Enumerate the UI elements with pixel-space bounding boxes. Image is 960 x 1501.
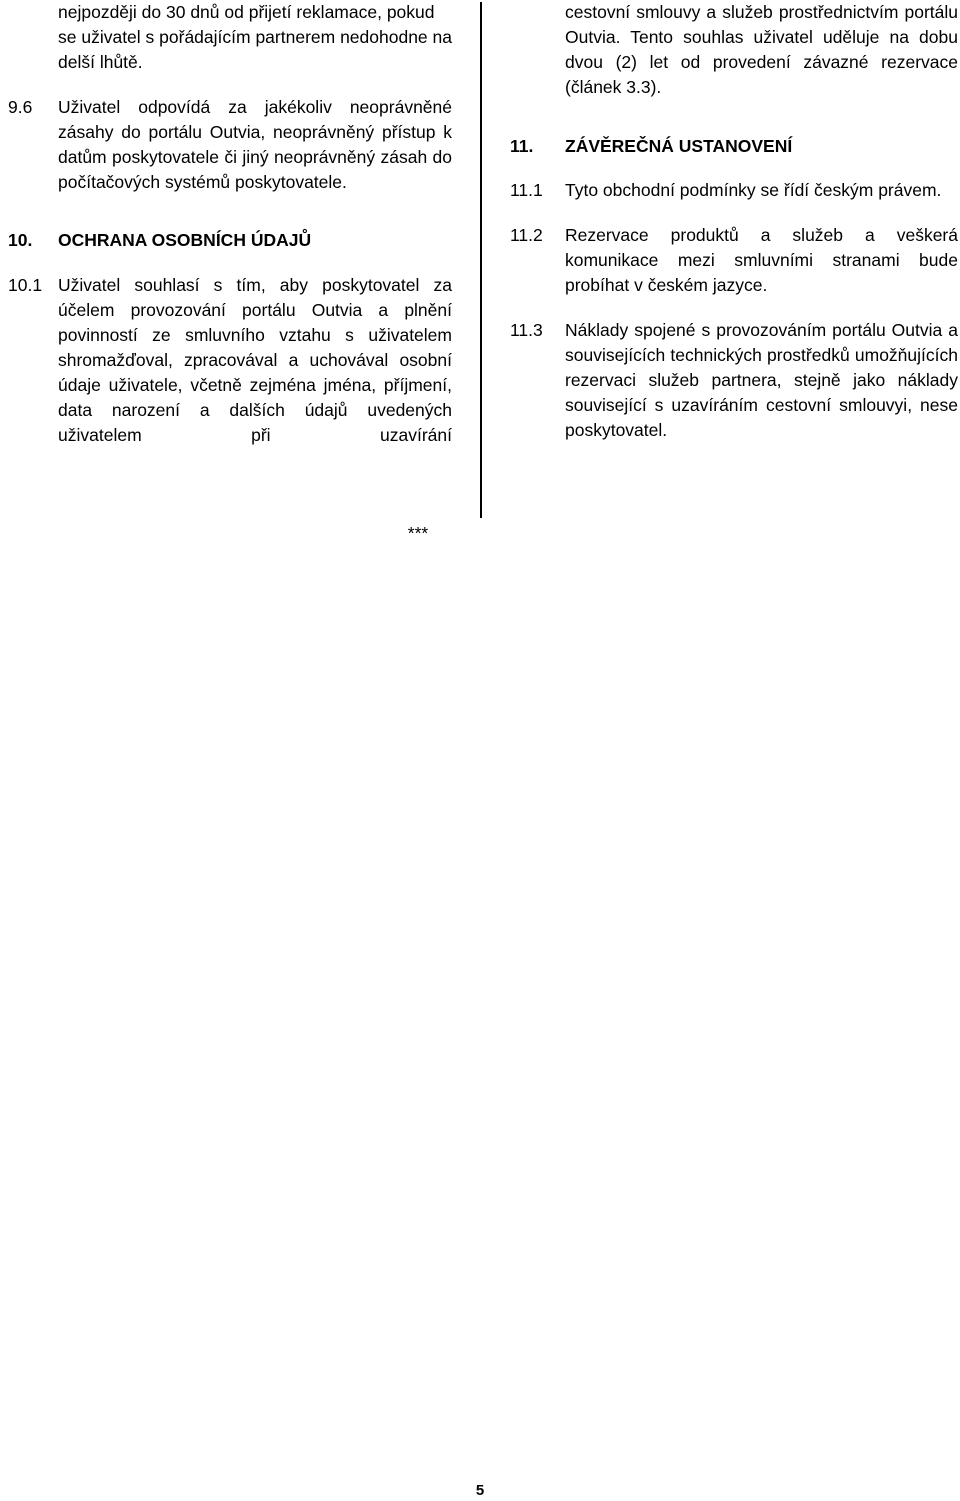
clause-number: 9.6 [8, 97, 33, 117]
clause-text: Uživatel odpovídá za jakékoliv neoprávněné zásahy do portálu Outvia, neoprávněný přístup k datům poskytovatele či jiný neoprávněný zásah do počítačových systémů poskytovatele. [58, 97, 452, 192]
page-number: 5 [475, 1482, 485, 1499]
clause-number: 11.1 [510, 180, 543, 200]
right-column [510, 0, 958, 443]
section-number: 11. [510, 136, 534, 156]
section-number: 10. [8, 230, 33, 250]
clause-11-3 [510, 318, 958, 443]
section-title: OCHRANA OSOBNÍCH ÚDAJŮ [58, 230, 312, 250]
clause-number: 10.1 [8, 275, 43, 295]
clause-text: Rezervace produktů a služeb a veškerá komunikace mezi smluvními stranami bude probíhat v českém jazyce. [565, 225, 958, 295]
clause-text: Uživatel souhlasí s tím, aby poskytovatel za účelem provozování portálu Outvia a plnění povinností ze smluvního vztahu s uživatelem shromažďoval, zpracovával a uchovával osobní údaje uživatele, včetně zejména jména, příjmení, data narození a dalších údajů uvedených uživatelem při uzavírání [58, 275, 452, 445]
section-heading-10 [8, 228, 452, 253]
clause-9-6 [8, 95, 452, 195]
section-heading-11 [510, 134, 958, 159]
column-divider [480, 2, 482, 518]
clause-number: 11.3 [510, 320, 543, 340]
clause-11-1 [510, 178, 958, 203]
left-column [8, 0, 452, 448]
clause-text: Náklady spojené s provozováním portálu Outvia a souvisejících technických prostředků umožňujících rezervaci služeb partnera, stejně jako náklady související s uzavíráním cestovní smlouvyi, nese poskytovatel. [565, 320, 958, 440]
paragraph-continuation-left: nejpozději do 30 dnů od přijetí reklamace, pokud se uživatel s pořádajícím partnerem nedohodne na delší lhůtě. [58, 2, 452, 72]
clause-number: 11.2 [510, 225, 543, 245]
end-mark: *** [407, 523, 429, 543]
clause-10-1 [8, 273, 452, 448]
clause-text: Tyto obchodní podmínky se řídí českým právem. [565, 180, 942, 200]
section-title: ZÁVĚREČNÁ USTANOVENÍ [565, 136, 793, 156]
paragraph-continuation-right: cestovní smlouvy a služeb prostřednictvím portálu Outvia. Tento souhlas uživatel uděluje na dobu dvou (2) let od provedení závazné rezervace (článek 3.3). [565, 2, 958, 97]
clause-11-2 [510, 223, 958, 298]
